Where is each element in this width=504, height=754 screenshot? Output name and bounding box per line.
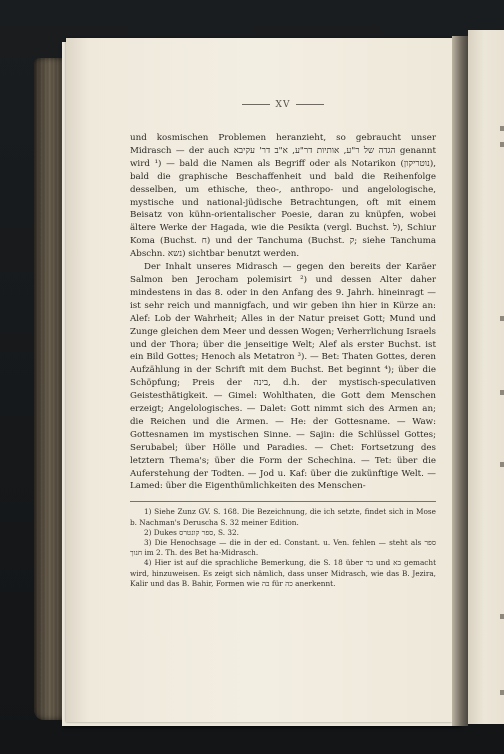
page-header (130, 100, 436, 114)
page-content (130, 100, 436, 589)
footnote-3: 3) Die Henochsage — die in der ed. Constant. u. Ven. fehlen — steht als ספר חנוך im 2. Th. des Bet ha-Midrasch. (130, 537, 436, 558)
next-page-mark (500, 690, 504, 695)
next-page-mark (500, 142, 504, 147)
next-page-mark (500, 316, 504, 321)
header-rule-right (296, 104, 324, 105)
next-page-mark (500, 390, 504, 395)
page-gutter (452, 36, 468, 726)
page-number: XV (275, 100, 291, 110)
footnote-divider (130, 501, 436, 502)
next-page-mark (500, 462, 504, 467)
footnote-4: 4) Hier ist auf die sprachliche Bemerkung, die S. 18 über בר und בא gemacht wird, hinzuweisen. Es zeigt sich nämlich, dass unser Midrasch, wie das B. Jezira, Kalir und das B. Bahir, Formen wie בה für כה anerkennt. (130, 558, 437, 588)
paragraph-2: Der Inhalt unseres Midrasch — gegen den bereits der Karäer Salmon ben Jerocham polemisirt ²) und dessen Alter daher mindestens in das 8. oder in den Anfang des 9. Jahrh. hineinragt — ist sehr reich und mannigfach, und wir geben ihn hier in Kürze an: Alef: Lob der Wahrheit; Alles in der Natur preiset Gott; Mund und Zunge gleichen dem Meer und dessen Wogen; Verherrlichung Israels und der Thora; über die jenseitige Welt; Alef als erster Buchst. ist ein Bild Gottes; Henoch als Metatron ³). — Bet: Thaten Gottes, deren Aufzählung in der Schrift mit dem Buchst. Bet beginnt ⁴); über die Schöpfung; Preis der בינה, d.h. der mystisch-speculativen Geistesthätigkeit. — Gimel: Wohlthaten, die Gott dem Menschen erzeigt; Angelologisches. — Dalet: Gott nimmt sich des Armen an; die Reichen und die Armen. — He: der Gottesname. — Waw: Gottesnamen im mystischen Sinne. — Sajin: die Schlüssel Gottes; Serubabel; über Hölle und Paradies. — Chet: Fortsetzung des letztern Thema's; über die Form der Schechina. — Tet: über die Auferstehung der Todten. — Jod u. Kaf: über die zukünftige Welt. — Lamed: über die Eigenthümlichkeiten des Menschen- (130, 262, 436, 492)
paragraph-1: und kosmischen Problemen heranzieht, so gebraucht unser Midrasch — der auch הגדה של ר"ע, אותיות דר"ע, א"ב דר' עקיבא genannt wird ¹) — bald die Namen als Begriff oder als Notarikon (נוטריקון), bald die graphische Beschaffenheit und bald die Reihenfolge desselben, um ethische, theo-, anthropo- und angelologische, mystische und national-jüdische Betrachtungen, oft mit einem Beisatz von kühn-orientalischer Poesie, daran zu knüpfen, wobei ältere Werke der Hagada, wie die Pesikta (vergl. Buchst. ל), Schiur Koma (Buchst. ח) und der Tanchuma (Buchst. ק; siehe Tanchuma Abschn. נשא) sichtbar benutzt werden. (130, 133, 437, 260)
next-page-edge (468, 30, 504, 724)
next-page-mark (500, 126, 504, 131)
header-rule-left (242, 104, 270, 105)
body-text (130, 132, 436, 493)
footnote-1: 1) Siehe Zunz GV. S. 168. Die Bezeichnung, die ich setzte, findet sich in Mose b. Nachman's Deruscha S. 32 meiner Edition. (130, 507, 436, 527)
footnotes (130, 507, 436, 589)
next-page-mark (500, 614, 504, 619)
footnote-2: 2) Dukes ספר קונטרס, S. 32. (144, 527, 239, 537)
